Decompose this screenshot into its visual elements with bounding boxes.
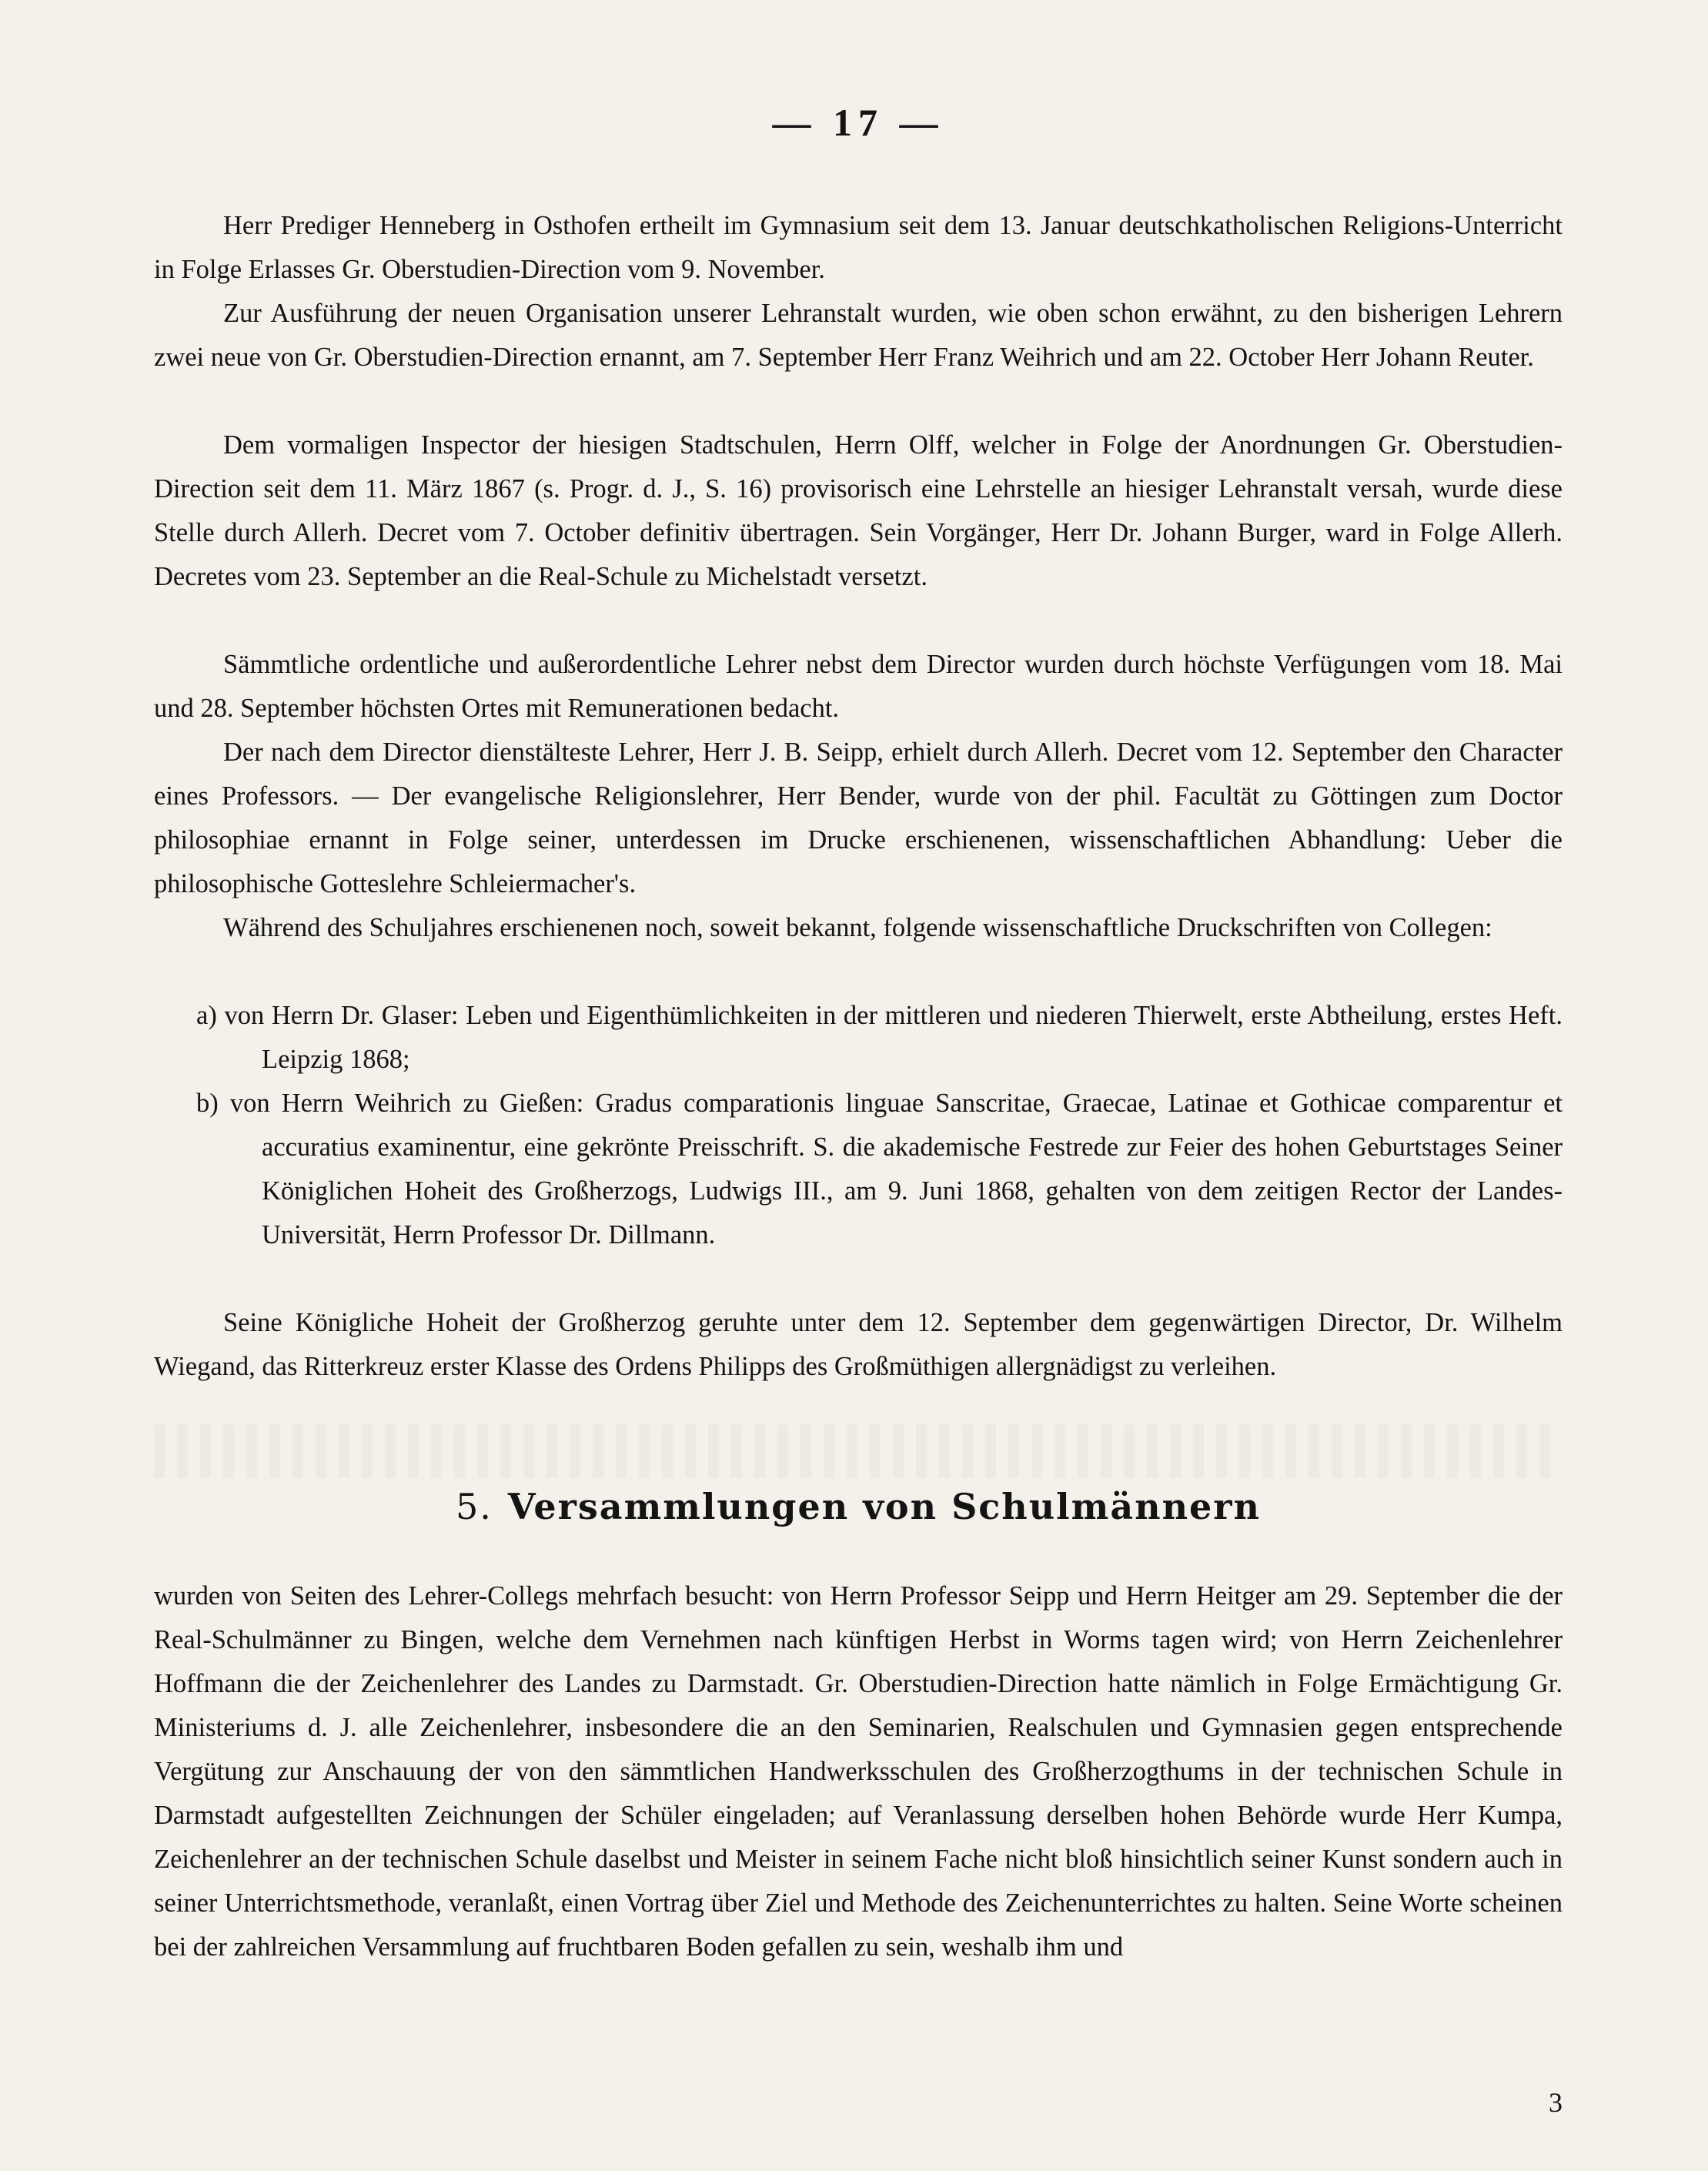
paragraph-remunerationen: Sämmtliche ordentliche und außerordentliche Lehrer nebst dem Director wurden durch höchste Verfügungen vom 18. Mai und 28. September höchsten Ortes mit Remunerationen bedacht. [154, 649, 1563, 723]
paragraph-olff: Dem vormaligen Inspector der hiesigen Stadtschulen, Herrn Olff, welcher in Folge der Anordnungen Gr. Oberstudien-Direction seit dem 11. März 1867 (s. Progr. d. J., S. 16) provisorisch eine Lehrstelle an hiesiger Lehranstalt versah, wurde diese Stelle durch Allerh. Decret vom 7. October definitiv übertragen. Sein Vorgänger, Herr Dr. Johann Burger, ward in Folge Allerh. Decretes vom 23. September an die Real-Schule zu Michelstadt versetzt. [154, 430, 1563, 591]
list-item-weihrich: b) von Herrn Weihrich zu Gießen: Gradus comparationis linguae Sanscritae, Graecae, Latinae et Gothicae comparentur et accuratius examinentur, eine gekrönte Preisschrift. S. die akademische Festrede zur Feier des hohen Geburtstages Seiner Königlichen Hoheit des Großherzogs, Ludwigs III., am 9. Juni 1868, gehalten von dem zeitigen Rector der Landes-Universität, Herrn Professor Dr. Dillmann. [196, 1088, 1563, 1249]
paragraph-henneberg: Herr Prediger Henneberg in Osthofen ertheilt im Gymnasium seit dem 13. Januar deutschkatholischen Religions-Unterricht in Folge Erlasses Gr. Oberstudien-Direction vom 9. November. [154, 210, 1563, 284]
paragraph-druckschriften: Während des Schuljahres erschienenen noch, soweit bekannt, folgende wissenschaftliche Druckschriften von Collegen: [223, 912, 1492, 942]
paragraph-organisation: Zur Ausführung der neuen Organisation unserer Lehranstalt wurden, wie oben schon erwähnt, zu den bisherigen Lehrern zwei neue von Gr. Oberstudien-Direction ernannt, am 7. September Herr Franz Weihrich und am 22. October Herr Johann Reuter. [154, 298, 1563, 372]
paragraph-seipp-bender: Der nach dem Director dienstälteste Lehrer, Herr J. B. Seipp, erhielt durch Allerh. Decret vom 12. September den Character eines Professors. — Der evangelische Religionslehrer, Herr Bender, wurde von der phil. Facultät zu Göttingen zum Doctor philosophiae ernannt in Folge seiner, unterdessen im Drucke erschienenen, wissenschaftlichen Abhandlung: Ueber die philosophische Gotteslehre Schleiermacher's. [154, 737, 1563, 898]
section-title: Versammlungen von Schulmännern [507, 1486, 1261, 1527]
paragraph-ritterkreuz: Seine Königliche Hoheit der Großherzog geruhte unter dem 12. September dem gegenwärtigen Director, Dr. Wilhelm Wiegand, das Ritterkreuz erster Klasse des Ordens Philipps des Großmüthigen allergnädigst zu verleihen. [154, 1307, 1563, 1381]
document-page [154, 100, 1563, 2133]
section-heading [154, 1486, 1563, 1527]
page-number: — 17 — [772, 101, 944, 144]
list-item-glaser: a) von Herrn Dr. Glaser: Leben und Eigenthümlichkeiten in der mittleren und niederen Thierwelt, erste Abtheilung, erstes Heft. Leipzig 1868; [196, 1000, 1563, 1074]
paragraph-versammlungen: wurden von Seiten des Lehrer-Collegs mehrfach besucht: von Herrn Professor Seipp und Herrn Heitger am 29. September die der Real-Schulmänner zu Bingen, welche dem Vernehmen nach künftigen Herbst in Worms tagen wird; von Herrn Zeichenlehrer Hoffmann die der Zeichenlehrer des Landes zu Darmstadt. Gr. Oberstudien-Direction hatte nämlich in Folge Ermächtigung Gr. Ministeriums d. J. alle Zeichenlehrer, insbesondere die an den Seminarien, Realschulen und Gymnasien gegen entsprechende Vergütung zur Anschauung der von den sämmtlichen Handwerksschulen des Großherzogthums in der technischen Schule in Darmstadt aufgestellten Zeichnungen der Schüler eingeladen; auf Veranlassung derselben hohen Behörde wurde Herr Kumpa, Zeichenlehrer an der technischen Schule daselbst und Meister in seinem Fache nicht bloß hinsichtlich seiner Kunst sondern auch in seiner Unterrichtsmethode, veranlaßt, einen Vortrag über Ziel und Methode des Zeichenunterrichtes zu halten. Seine Worte scheinen bei der zahlreichen Versammlung auf fruchtbaren Boden gefallen zu sein, weshalb ihm und [154, 1581, 1563, 1962]
section-number: 5. [456, 1486, 493, 1527]
sheet-number: 3 [1549, 2087, 1563, 2118]
